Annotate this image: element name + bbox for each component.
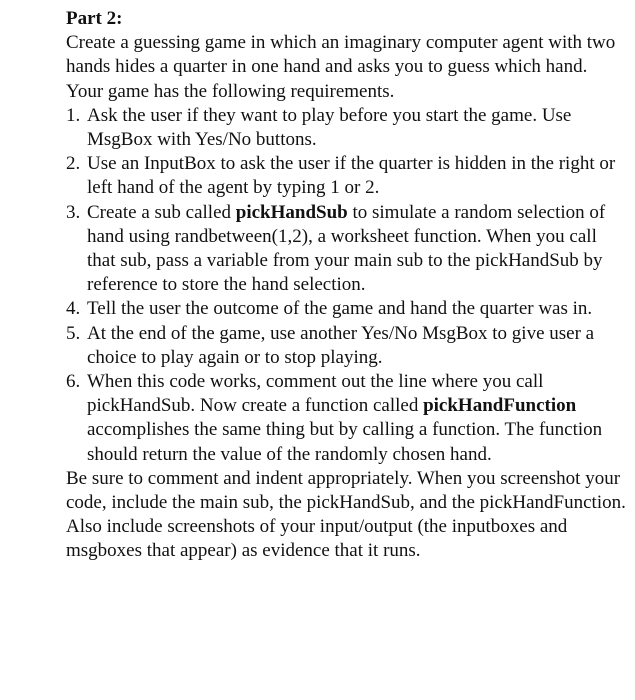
requirement-item	[66, 152, 628, 200]
requirement-item	[66, 104, 628, 152]
requirement-item	[66, 297, 628, 321]
requirement-number: 1.	[66, 104, 81, 126]
requirement-text-pre: Create a sub called	[87, 201, 236, 223]
requirement-item	[66, 370, 628, 467]
closing-paragraph: Be sure to comment and indent appropriately. When you screenshot your code, include the main sub, the pickHandSub, and the pickHandFunction. Also include screenshots of your input/output (the inputboxes and msgboxes that appear) as evidence that it runs.	[66, 467, 626, 562]
requirement-text: Use an InputBox to ask the user if the quarter is hidden in the right or left hand of the agent by typing 1 or 2.	[87, 153, 616, 199]
requirement-item	[66, 201, 628, 298]
requirement-number: 3.	[66, 201, 81, 223]
intro-paragraph: Create a guessing game in which an imaginary computer agent with two hands hides a quarter in one hand and asks you to guess which hand. Your game has the following requirements.	[66, 32, 616, 102]
requirement-text: Ask the user if they want to play before you start the game. Use MsgBox with Yes/No buttons.	[87, 104, 572, 151]
requirement-text-post: accomplishes the same thing but by calling a function. The function should return the value of the randomly chosen hand.	[87, 419, 603, 465]
requirement-text-post: to simulate a random selection of hand using randbetween(1,2), a worksheet function. When you call that sub, pass a variable from your main sub to the pickHandSub by reference to store the hand selection.	[87, 201, 606, 296]
requirement-text: Tell the user the outcome of the game and hand the quarter was in.	[87, 298, 593, 320]
requirement-number: 5.	[66, 322, 81, 344]
requirement-item	[66, 322, 628, 370]
sub-name-bold: pickHandSub	[235, 201, 348, 223]
requirement-number: 6.	[66, 371, 81, 393]
requirement-text: At the end of the game, use another Yes/No MsgBox to give user a choice to play again or to stop playing.	[87, 322, 595, 368]
part-title: Part 2:	[66, 8, 123, 29]
requirement-text-pre: When this code works, comment out the line where you call pickHandSub. Now create a function called	[87, 371, 544, 417]
requirements-list	[66, 104, 628, 467]
requirement-number: 4.	[66, 298, 81, 320]
assignment-document	[66, 7, 628, 564]
requirement-number: 2.	[66, 153, 81, 175]
function-name-bold: pickHandFunction	[423, 395, 577, 417]
